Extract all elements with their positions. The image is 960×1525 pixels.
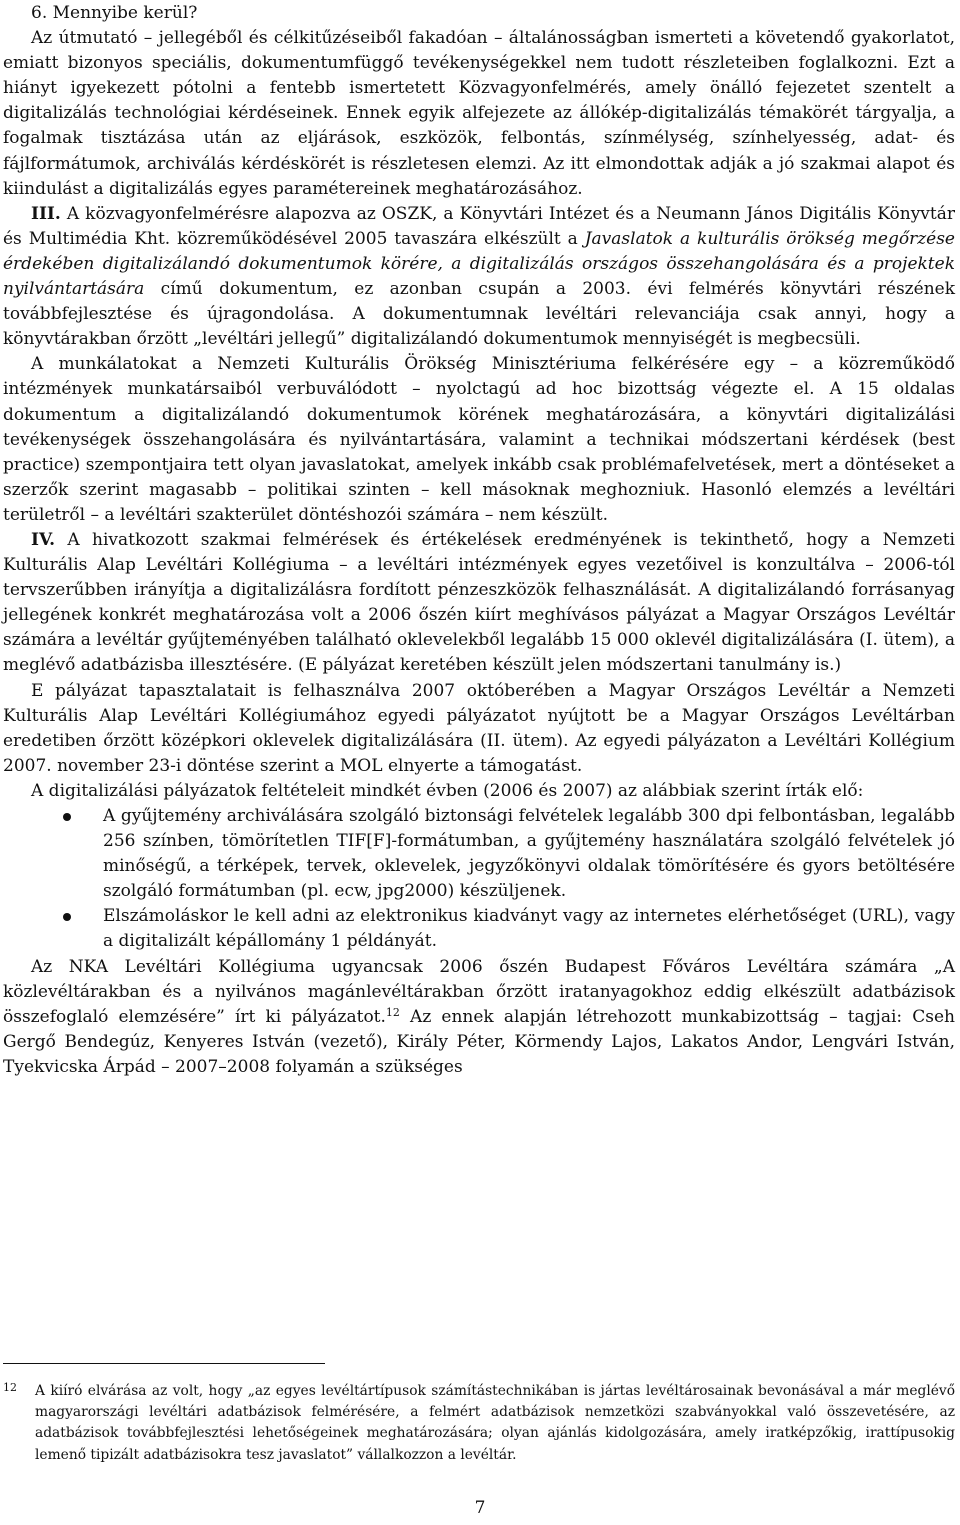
paragraph-7-rest: Az ennek alapján létrehozott munkabizottság – tagjai: Cseh Gergő Bendegúz, Kenyeres István (vezető), Király Péter, Körmendy Lajos, Lakatos Andor, Lengvári István, Tyekvicska Árpád – 2007–2008 folyamán a szükséges (3, 1006, 955, 1077)
list-item (3, 804, 955, 904)
paragraph-3: A munkálatokat a Nemzeti Kulturális Örökség Minisztériuma felkérésére egy – a közreműködő intézmények munkatársaiból verbuválódott – nyolctagú ad hoc bizottság végezte el. A 15 oldalas dokumentum a digitalizálandó dokumentumok körének meghatározására, a könyvtári digitalizálási tevékenységek összehangolására és nyilvántartására, valamint a technikai módszertani kérdések (best practice) szempontjaira tett olyan javaslatokat, amelyek inkább csak problémafelvetések, mert a döntéseket a szerzők szerint magasabb – politikai szinten – kell másoknak meghozniuk. Hasonló elemzés a levéltári területről – a levéltári szakterület döntéshozói számára – nem készült. (3, 354, 955, 525)
list-item-text: A gyűjtemény archiválására szolgáló biztonsági felvételek legalább 300 dpi felbontásban, legalább 256 színben, tömörítetlen TIF[F]-formátumban, a gyűjtemény használatára szolgáló felvételek jó minőségű, a térképek, tervek, oklevelek, jegyzőkönyvi oldalak tömörítésére és gyors betöltésére szolgáló formátumban (pl. ecw, jpg2000) készüljenek. (103, 806, 955, 902)
body-text (3, 1, 955, 1080)
section-label-iv: IV. (31, 529, 56, 550)
section-label-iii: III. (31, 203, 61, 224)
paragraph-4-text: A hivatkozott szakmai felmérések és értékelések eredményének is tekinthető, hogy a Nemzeti Kulturális Alap Levéltári Kollégiuma – a levéltári intézmények egyes vezetőivel is konzultálva – 2006-tól tervszerűbben irányítja a digitalizálásra fordított pénzeszközök felhasználását. A digitalizálandó forrásanyag jellegének konkrét meghatározása volt a 2006 őszén kiírt meghívásos pályázat a Magyar Országos Levéltár számára a levéltár gyűjteményében található oklevelekből legalább 15 000 oklevél digitalizálására (I. ütem), a meglévő adatbázisba illesztésére. (E pályázat keretében készült jelen módszertani tanulmány is.) (3, 529, 955, 676)
page-number: 7 (474, 1498, 486, 1518)
paragraph-7 (3, 955, 955, 1080)
paragraph-5: E pályázat tapasztalatait is felhasználva 2007 októberében a Magyar Országos Levéltár a Nemzeti Kulturális Alap Levéltári Kollégiumához egyedi pályázatot nyújtott be a Magyar Országos Levéltárban eredetiben őrzött középkori oklevelek digitalizálására (II. ütem). Az egyedi pályázaton a Levéltári Kollégium 2007. november 23-i döntése szerint a MOL elnyerte a támogatást. (3, 680, 955, 776)
paragraph-2-intro: A közvagyonfelmérésre alapozva az OSZK, a Könyvtári Intézet és a Neumann János Digitális Könyvtár és Multimédia Kht. közreműködésével 2005 tavaszára elkészült a (3, 203, 955, 249)
bullet-icon (63, 813, 71, 821)
footnote-text: A kiíró elvárása az volt, hogy „az egyes levéltártípusok számítástechnikában is jártas levéltárosainak bevonásával a már meglévő magyarországi levéltári adatbázisok felmérésére, a felmért adatbázisok nemzetközi szabványokkal való összevetésére, az adatbázisok továbbfejlesztési lehetőségeinek meghatározására; olyan ajánlás kidolgozására, amely iratképzőkig, irattípusokig lemenő tipizált adatbázisokra tesz javaslatot” vállalkozzon a levéltár. (35, 1383, 955, 1463)
footnote (3, 1381, 955, 1466)
footnote-divider (3, 1363, 325, 1364)
list-item-text: Elszámoláskor le kell adni az elektronikus kiadványt vagy az internetes elérhetőséget (URL), vagy a digitalizált képállomány 1 példányát. (103, 906, 955, 952)
requirements-list (3, 804, 955, 955)
footnote-reference[interactable]: 12 (385, 1005, 400, 1019)
paragraph-6: A digitalizálási pályázatok feltételeit mindkét évben (2006 és 2007) az alábbiak szerint írták elő: (31, 780, 864, 801)
paragraph-7-intro: Az NKA Levéltári Kollégiuma ugyancsak 2006 őszén Budapest Főváros Levéltára számára „A közlevéltárakban és a nyilvános magánlevéltárakban őrzött iratanyagokhoz eddig elkészült adatbázisok összefoglaló elemzésére” írt ki pályázatot. (3, 956, 955, 1027)
paragraph-4 (3, 528, 955, 679)
list-item (3, 904, 955, 954)
document-title-italic: Javaslatok a kulturális örökség megőrzése érdekében digitalizálandó dokumentumok körére, a digitalizálás országos összehangolására és a projektek nyilvántartására (3, 228, 955, 300)
paragraph-2-rest: című dokumentum, ez azonban csupán a 2003. évi felmérés könyvtári részének továbbfejlesztése és újragondolása. A dokumentumnak levéltári relevanciája csak annyi, hogy a könyvtárakban őrzött „levéltári jellegű” digitalizálandó dokumentumok mennyiségét is megbecsüli. (3, 279, 955, 350)
footnote-number: 12 (3, 1381, 17, 1394)
paragraph-1: Az útmutató – jellegéből és célkitűzéseiből fakadóan – általánosságban ismerteti a követendő gyakorlatot, emiatt bizonyos speciális, dokumentumfüggő tevékenységekkel nem tudott részleteiben foglalkozni. Ezt a hiányt igyekezett pótolni a fentebb ismertetett Közvagyonfelmérés, amely önálló fejezetet szentelt a digitalizálás technológiai kérdéseinek. Ennek egyik alfejezete az állókép-digitalizálás témakörét tárgyalja, a fogalmak tisztázása után az eljárások, eszközök, felbontás, színmélység, színhelyesség, adat- és fájlformátumok, archiválás kérdéskörét is részletesen elemzi. Az itt elmondottak adják a jó szakmai alapot és kiindulást a digitalizálás egyes paramétereinek meghatározásához. (3, 28, 955, 199)
section-heading: 6. Mennyibe kerül? (31, 3, 198, 23)
paragraph-2 (3, 202, 955, 353)
bullet-icon (63, 913, 71, 921)
